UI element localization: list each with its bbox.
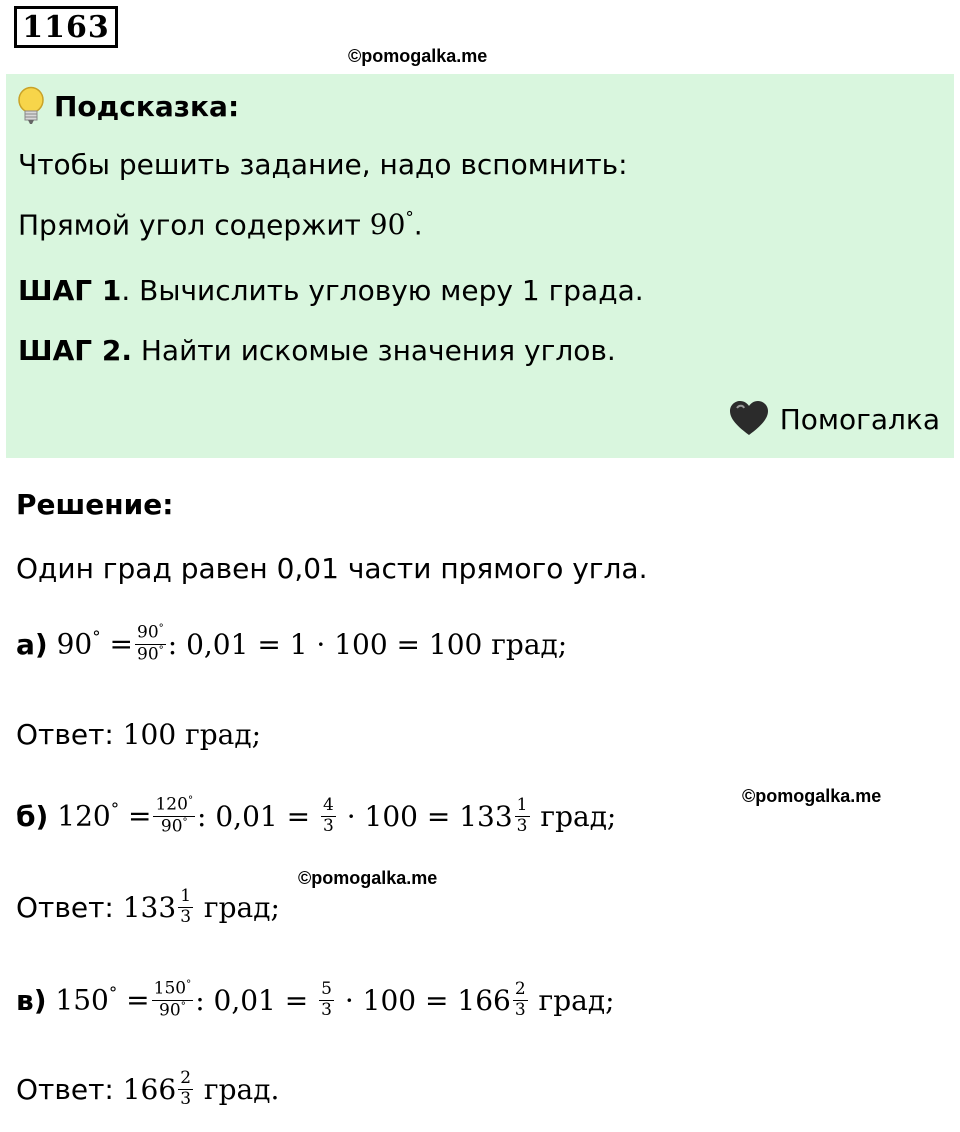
answer-c-fraction: $\frac{2}{3}$ (180, 1068, 192, 1109)
item-a-lhs-value: 90 (56, 627, 93, 661)
item-b-fraction-2: $\frac{4}{3}$ (322, 794, 334, 836)
degree-sign: ° (405, 208, 414, 228)
item-c-label: в) (16, 983, 47, 1017)
hint-title: Подсказка: (54, 89, 240, 123)
item-c-fraction: $\frac{150^\circ}{90^\circ}$ (153, 978, 192, 1021)
hint-panel (6, 74, 954, 458)
item-b-lhs-value: 120 (57, 799, 111, 833)
solution-intro: Один град равен 0,01 части прямого угла. (16, 552, 648, 585)
item-b-fraction-3: $\frac{1}{3}$ (516, 794, 528, 836)
item-b-mid: : 0,01 = (197, 799, 319, 833)
watermark-top: ©pomogalka.me (348, 46, 488, 66)
hint-step-1 (18, 274, 644, 307)
heart-icon (728, 400, 770, 438)
watermark-middle-left: ©pomogalka.me (298, 868, 438, 888)
answer-a (16, 718, 261, 751)
hint-line-2-value (370, 208, 414, 241)
brand-name: Помогалка (779, 402, 940, 436)
item-b-mid-2: · 100 = 133 (337, 799, 513, 833)
hint-line-1: Чтобы решить задание, надо вспомнить: (18, 148, 628, 181)
hint-line-2-text: Прямой угол содержит (18, 208, 370, 242)
answer-a-value: 100 град; (122, 718, 262, 751)
item-a-label: а) (16, 627, 48, 661)
answer-b-label: Ответ: (16, 890, 123, 924)
item-a-lhs: 90° = (56, 627, 134, 661)
item-c-lhs-value: 150 (55, 983, 109, 1017)
answer-a-label: Ответ: (16, 718, 123, 751)
answer-c (16, 1070, 279, 1109)
item-c-fraction-3: $\frac{2}{3}$ (514, 978, 526, 1020)
answer-c-label: Ответ: (16, 1072, 123, 1106)
watermark-middle-right: ©pomogalka.me (742, 786, 882, 806)
hint-step-2 (18, 334, 616, 367)
task-number: 1163 (14, 6, 118, 48)
answer-b-whole: 133 (122, 890, 177, 924)
item-b-lhs: 120° = (57, 799, 152, 833)
item-c-frac-denominator: 90 (159, 1000, 181, 1021)
answer-b-fraction: $\frac{1}{3}$ (180, 886, 192, 927)
item-a-fraction: $\frac{90^\circ}{90^\circ}$ (137, 622, 164, 665)
item-c-end: град; (529, 983, 615, 1017)
hint-title-row (16, 86, 239, 126)
solution-title: Решение: (16, 488, 174, 521)
item-c-lhs: 150° = (55, 983, 150, 1017)
solution-c (16, 980, 615, 1020)
lightbulb-icon (16, 86, 46, 126)
step-1-label: ШАГ 1 (18, 274, 122, 307)
item-b-frac-denominator: 90 (160, 816, 183, 837)
solution-a (16, 624, 567, 664)
answer-c-whole: 166 (122, 1072, 177, 1106)
item-c-fraction-2: $\frac{5}{3}$ (321, 978, 332, 1020)
item-c-frac-numerator: 150 (153, 978, 187, 999)
item-b-frac-numerator: 120 (155, 794, 188, 815)
solution-b (16, 796, 616, 836)
answer-b-end: град; (195, 890, 280, 924)
item-b-end: град; (531, 799, 617, 833)
item-a-frac-numerator: 90 (137, 622, 159, 643)
brand-signature (728, 400, 940, 438)
right-angle-value: 90 (369, 208, 406, 242)
answer-b (16, 888, 280, 927)
step-2-text: Найти искомые значения углов. (131, 334, 616, 367)
item-b-label: б) (16, 799, 49, 833)
hint-line-2-end: . (413, 208, 423, 242)
item-a-rest: : 0,01 = 1 · 100 = 100 град; (167, 627, 568, 661)
answer-c-end: град. (195, 1072, 280, 1106)
item-a-frac-denominator: 90 (137, 644, 159, 665)
item-c-mid-2: · 100 = 166 (335, 983, 511, 1017)
step-2-label: ШАГ 2. (18, 334, 132, 367)
item-c-mid: : 0,01 = (195, 983, 318, 1017)
step-1-text: . Вычислить угловую меру 1 града. (121, 274, 644, 307)
item-b-fraction: $\frac{120^\circ}{90^\circ}$ (155, 794, 194, 837)
hint-line-2 (18, 208, 423, 241)
